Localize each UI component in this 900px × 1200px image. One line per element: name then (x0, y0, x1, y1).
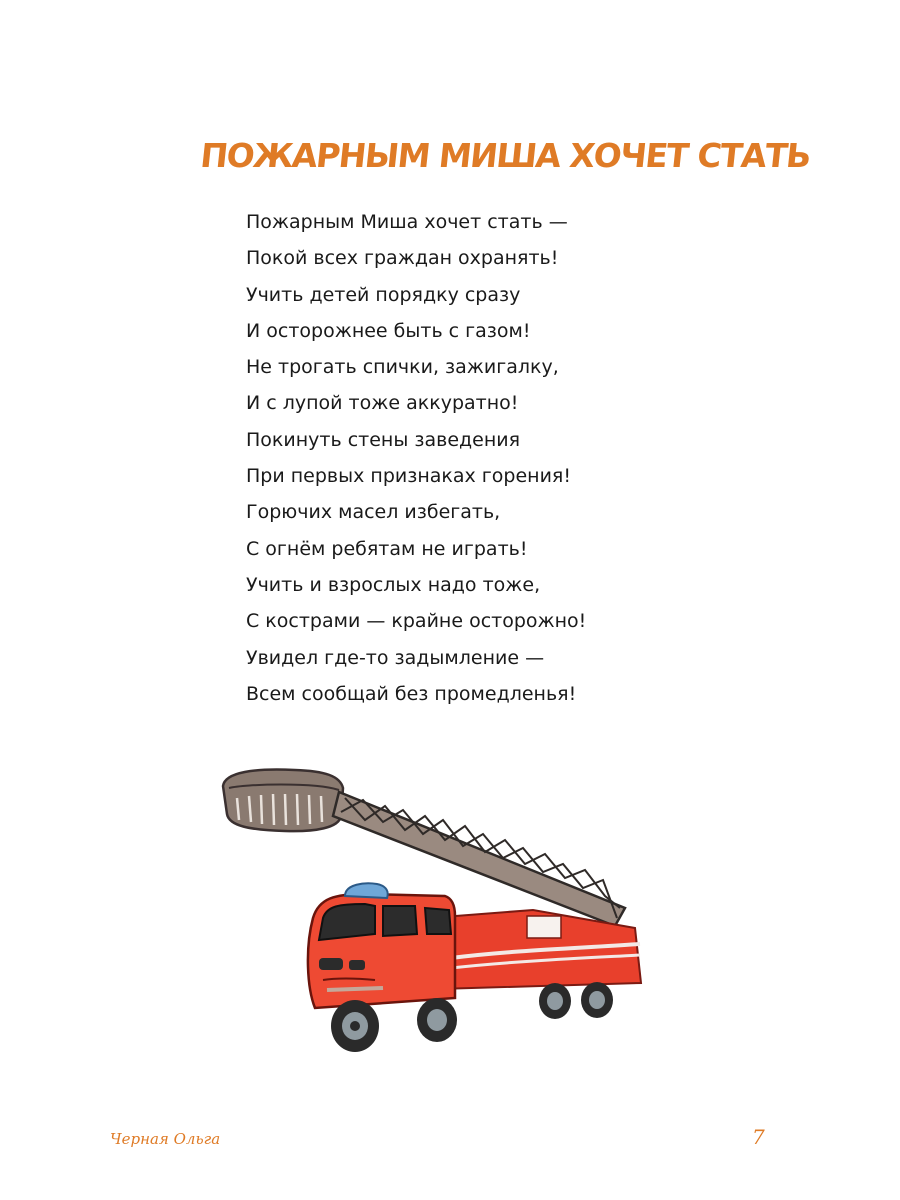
poem-line: С огнём ребятам не играть! (246, 537, 528, 560)
poem-line: И с лупой тоже аккуратно! (246, 392, 519, 415)
poem-line: Всем сообщай без промедленья! (246, 682, 577, 705)
fire-truck-drawing (215, 758, 655, 1078)
page-number: 7 (752, 1125, 765, 1149)
poem-line: При первых признаках горения! (246, 465, 571, 488)
poem-line: Покой всех граждан охранять! (246, 247, 559, 270)
truck-cab (308, 883, 455, 1008)
poem-line: Покинуть стены заведения (246, 428, 521, 451)
poem-line: Учить детей порядку сразу (246, 283, 521, 306)
footer-author: Черная Ольга (110, 1130, 221, 1148)
poem-line: Учить и взрослых надо тоже, (246, 573, 541, 596)
ladder-basket (223, 770, 343, 832)
poem-line: Пожарным Миша хочет стать — (246, 211, 568, 233)
poem-line: И осторожнее быть с газом! (246, 319, 531, 342)
poem-line: Не трогать спички, зажигалку, (246, 356, 559, 379)
poem-body (246, 204, 686, 712)
poem-line: С кострами — крайне осторожно! (246, 610, 587, 633)
poem-title: ПОЖАРНЫМ МИША ХОЧЕТ СТАТЬ (198, 136, 812, 175)
poem-line: Горючих масел избегать, (246, 501, 501, 524)
poem-line: Увидел где-то задымление — (246, 646, 545, 669)
fire-truck-illustration (215, 758, 655, 1078)
